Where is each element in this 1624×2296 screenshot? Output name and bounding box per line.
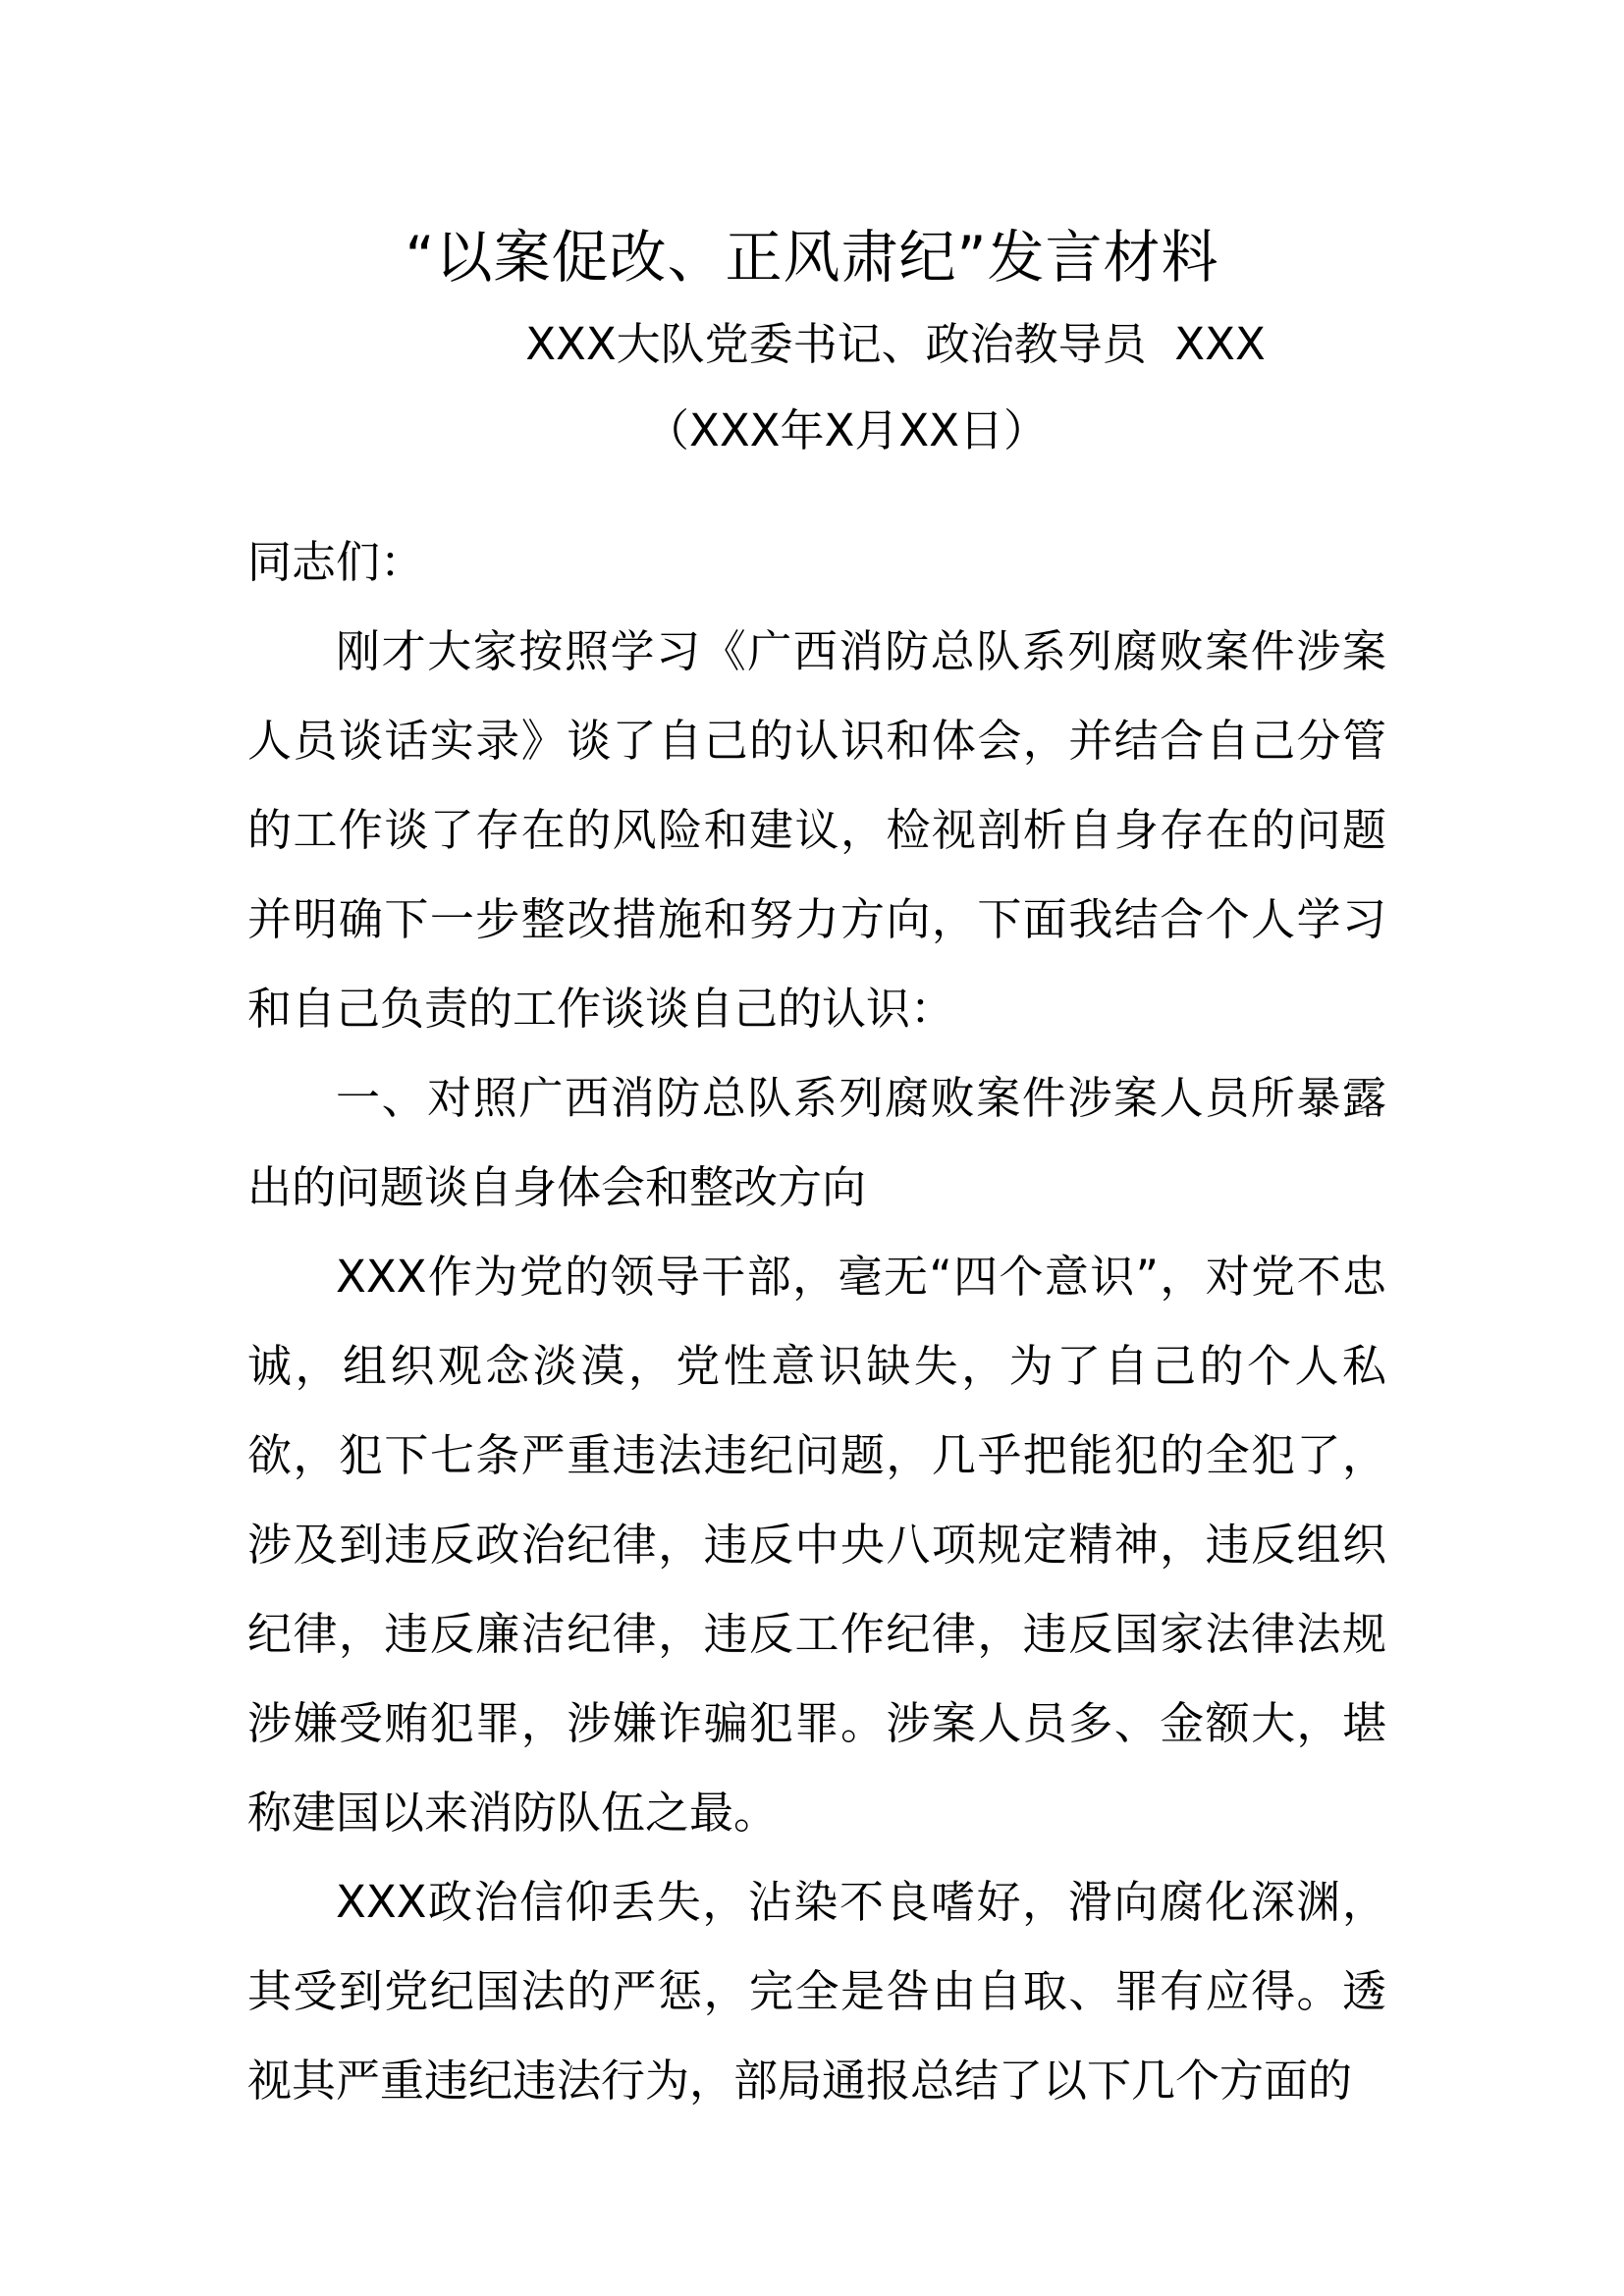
section-heading-1: 一、对照广西消防总队系列腐败案件涉案人员所暴露出的问题谈自身体会和整改方向 <box>247 1072 1386 1213</box>
greeting: 同志们： <box>247 536 425 588</box>
paragraph-intro: 刚才大家按照学习《广西消防总队系列腐败案件涉案人员谈话实录》谈了自己的认识和体会，并结合自己分管的工作谈了存在的风险和建议，检视剖析自身存在的问题并明确下一步整改措施和努力方向，下面我结合个人学习和自己负责的工作谈谈自己的认识： <box>247 625 1386 1035</box>
paragraph-case-description: XXX作为党的领导干部，毫无“四个意识”，对党不忠诚，组织观念淡漠，党性意识缺失，为了自己的个人私欲，犯下七条严重违法违纪问题，几乎把能犯的全犯了，涉及到违反政治纪律，违反中央八项规定精神，违反组织纪律，违反廉洁纪律，违反工作纪律，违反国家法律法规涉嫌受贿犯罪，涉嫌诈骗犯罪。涉案人员多、金额大，堪称建国以来消防队伍之最。 <box>247 1251 1386 1839</box>
document-title: “以案促改、正风肃纪”发言材料 <box>405 224 1219 291</box>
date-line: （XXX年X月XX日） <box>645 404 1048 456</box>
document-body <box>247 517 1386 2125</box>
author-line: XXX大队党委书记、政治教导员 XXX <box>525 318 1266 370</box>
paragraph-analysis: XXX政治信仰丢失，沾染不良嗜好，滑向腐化深渊，其受到党纪国法的严惩，完全是咎由自取、罪有应得。透视其严重违纪违法行为，部局通报总结了以下几个方面的 <box>247 1876 1386 2107</box>
